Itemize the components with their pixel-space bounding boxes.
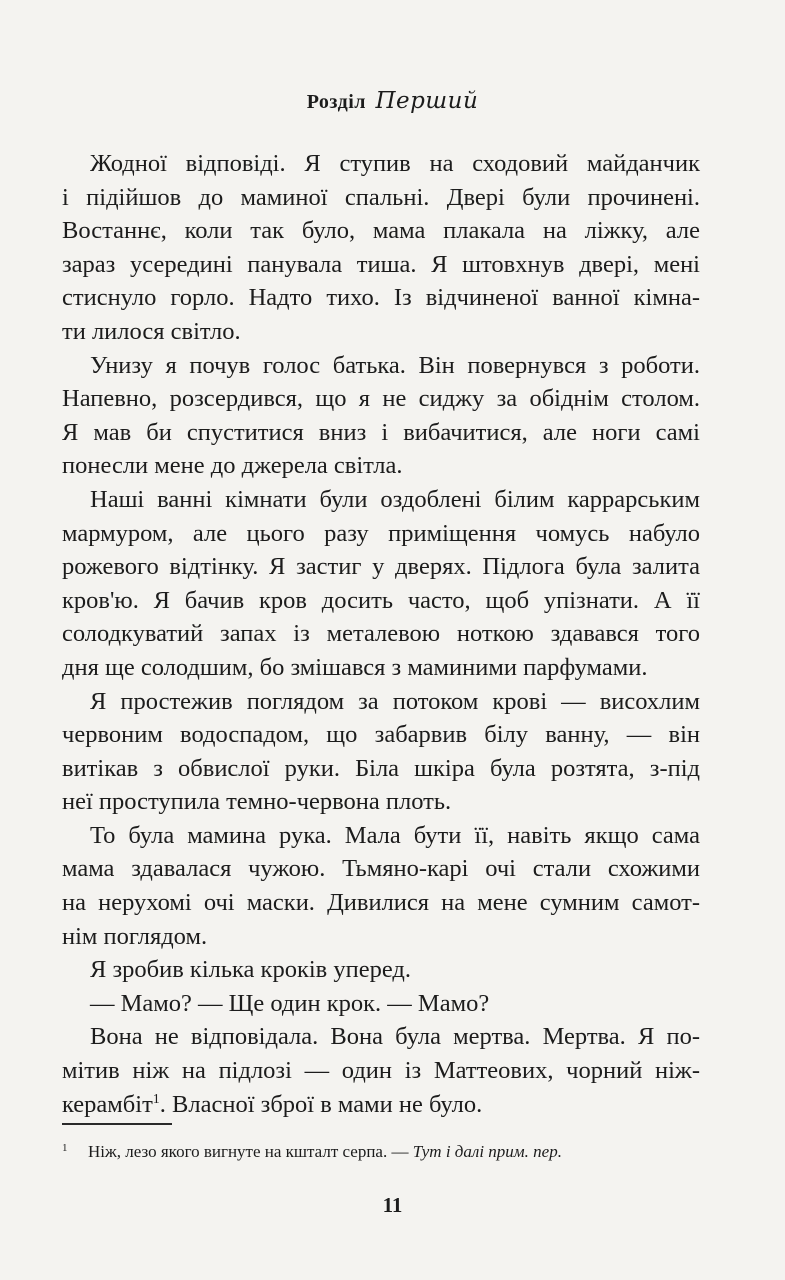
text-line: Востаннє, коли так було, мама плакала на ліжку, але [62, 217, 700, 245]
text-line: неї проступила темно-червона плоть. [62, 788, 452, 816]
text-line: кров'ю. Я бачив кров досить часто, щоб упізнати. А її [62, 586, 700, 614]
footnote-reference[interactable]: 1 [152, 1091, 160, 1107]
footnote-divider [62, 1123, 172, 1125]
text-line: зараз усередині панувала тиша. Я штовхнув двері, мені [62, 250, 700, 278]
text-line: витікав з обвислої руки. Біла шкіра була розтята, з-під [62, 754, 700, 782]
body-text [62, 147, 700, 1121]
text-fragment: . Власної зброї в мами не було. [159, 1090, 483, 1118]
text-line: мармуром, але цього разу приміщення чомусь набуло [62, 519, 700, 547]
footnote-text: Ніж, лезо якого вигнуте на кшталт серпа. — [88, 1142, 413, 1161]
text-fragment: керамбіт [62, 1090, 153, 1118]
text-line: солодкуватий запах із металевою ноткою здавався того [62, 620, 700, 648]
text-line: на нерухомі очі маски. Дивилися на мене сумним самот- [62, 889, 700, 917]
text-line: Наші ванні кімнати були оздоблені білим каррарським [90, 485, 700, 513]
footnote-number: 1 [62, 1142, 68, 1154]
text-line: Жодної відповіді. Я ступив на сходовий майданчик [90, 150, 700, 177]
text-line: Я мав би спуститися вниз і вибачитися, але ноги самі [62, 418, 700, 446]
text-line: Напевно, розсердився, що я не сиджу за обіднім столом. [62, 385, 700, 413]
text-line: рожевого відтінку. Я застиг у дверях. Підлога була залита [62, 553, 700, 581]
text-line: мама здавалася чужою. Тьмяно-карі очі стали схожими [62, 855, 700, 883]
text-line: Вона не відповідала. Вона була мертва. Мертва. Я по- [90, 1023, 700, 1051]
text-line: То була мамина рука. Мала бути її, навіть якщо сама [90, 821, 700, 849]
text-line: ти лилося світло. [62, 317, 241, 345]
footnote-translator-note: Тут і далі прим. пер. [412, 1142, 562, 1161]
page-number: 11 [382, 1193, 403, 1217]
chapter-header [0, 88, 785, 114]
chapter-number-script: Перший [375, 88, 479, 114]
text-line: дня ще солодшим, бо змішався з маминими парфумами. [62, 653, 648, 681]
text-line-with-footnote [62, 1088, 700, 1122]
text-line: Унизу я почув голос батька. Він повернувся з роботи. [90, 351, 700, 379]
text-line: червоним водоспадом, що забарвив білу ванну, — він [62, 721, 700, 749]
text-line: Я зробив кілька кроків уперед. [90, 956, 411, 984]
text-line: мітив ніж на підлозі — один із Маттеових, чорний ніж- [62, 1057, 700, 1085]
text-line: Я простежив поглядом за потоком крові — висохлим [90, 687, 700, 715]
text-line: і підійшов до маминої спальні. Двері були прочинені. [62, 183, 700, 211]
text-line: нім поглядом. [62, 922, 208, 950]
text-line: стиснуло горло. Надто тихо. Із відчиненої ванної кімна- [62, 284, 700, 312]
chapter-word: Розділ [306, 91, 366, 113]
text-line: — Мамо? — Ще один крок. — Мамо? [90, 989, 490, 1017]
footnote [62, 1137, 702, 1163]
text-line: понесли мене до джерела світла. [62, 452, 403, 480]
